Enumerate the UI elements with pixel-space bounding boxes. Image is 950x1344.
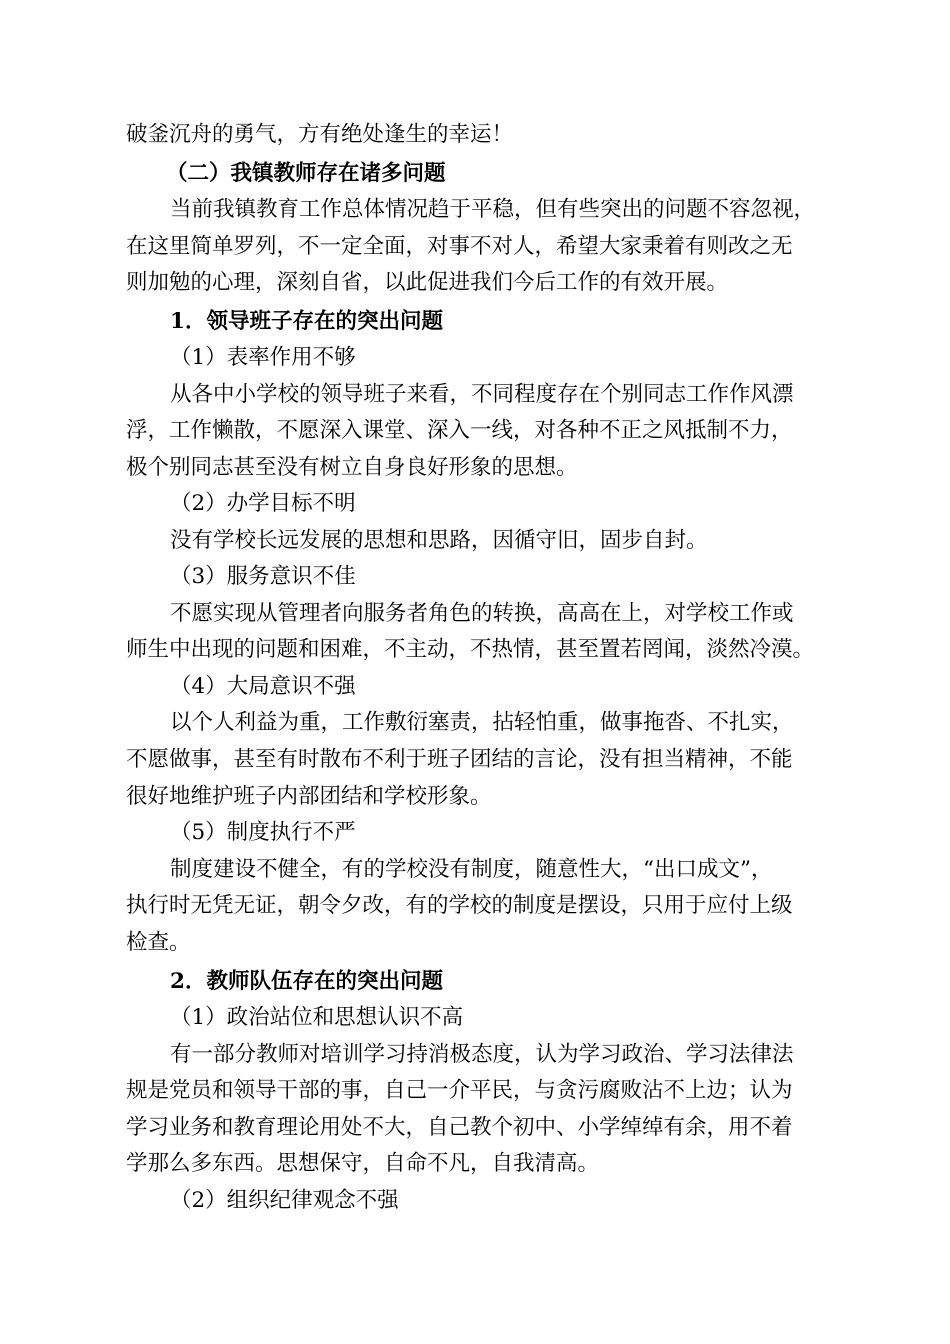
paragraph-line: 从各中小学校的领导班子来看，不同程度存在个别同志工作作风漂 xyxy=(170,382,794,407)
item-heading: （1）表率作用不够 xyxy=(170,345,356,370)
paragraph-line: 有一部分教师对培训学习持消极态度，认为学习政治、学习法律法 xyxy=(170,1042,794,1067)
subsection-heading: 2．教师队伍存在的突出问题 xyxy=(170,969,443,994)
item-heading: （1）政治站位和思想认识不高 xyxy=(170,1005,464,1030)
section-heading: （二）我镇教师存在诸多问题 xyxy=(166,161,446,186)
paragraph-line: 制度建设不健全，有的学校没有制度，随意性大，“出口成文”， xyxy=(170,857,773,882)
item-heading: （2）组织纪律观念不强 xyxy=(170,1188,399,1213)
item-heading: （5）制度执行不严 xyxy=(170,820,356,845)
paragraph-line: 则加勉的心理，深刻自省，以此促进我们今后工作的有效开展。 xyxy=(126,270,729,295)
paragraph-line: 学那么多东西。思想保守，自命不凡，自我清高。 xyxy=(126,1151,600,1176)
paragraph-line: 极个别同志甚至没有树立自身良好形象的思想。 xyxy=(126,455,578,480)
paragraph-line: 师生中出现的问题和困难，不主动，不热情，甚至置若罔闻，淡然冷漠。 xyxy=(126,637,815,662)
item-heading: （2）办学目标不明 xyxy=(170,491,356,516)
paragraph-line: 学习业务和教育理论用处不大，自己教个初中、小学绰绰有余，用不着 xyxy=(126,1115,793,1140)
item-heading: （3）服务意识不佳 xyxy=(170,564,356,589)
subsection-heading: 1．领导班子存在的突出问题 xyxy=(170,309,443,334)
paragraph-line: 当前我镇教育工作总体情况趋于平稳，但有些突出的问题不容忽视， xyxy=(170,197,816,222)
paragraph-line: 不愿做事，甚至有时散布不利于班子团结的言论，没有担当精神，不能 xyxy=(126,747,793,772)
paragraph-line: 浮，工作懒散，不愿深入课堂、深入一线，对各种不正之风抵制不力， xyxy=(126,418,793,443)
paragraph-line: 以个人利益为重，工作敷衍塞责，拈轻怕重，做事拖沓、不扎实， xyxy=(170,710,794,735)
paragraph-line: 没有学校长远发展的思想和思路，因循守旧，固步自封。 xyxy=(170,528,708,553)
paragraph-line: 不愿实现从管理者向服务者角色的转换，高高在上，对学校工作或 xyxy=(170,601,794,626)
paragraph-line: 规是党员和领导干部的事，自己一介平民，与贪污腐败沾不上边；认为 xyxy=(126,1078,793,1103)
item-heading: （4）大局意识不强 xyxy=(170,674,356,699)
paragraph-line: 检查。 xyxy=(126,930,191,955)
paragraph-line: 在这里简单罗列，不一定全面，对事不对人，希望大家秉着有则改之无 xyxy=(126,234,793,259)
paragraph-line: 破釜沉舟的勇气，方有绝处逢生的幸运！ xyxy=(126,122,514,147)
paragraph-line: 执行时无凭无证，朝令夕改，有的学校的制度是摆设，只用于应付上级 xyxy=(126,893,793,918)
paragraph-line: 很好地维护班子内部团结和学校形象。 xyxy=(126,784,492,809)
